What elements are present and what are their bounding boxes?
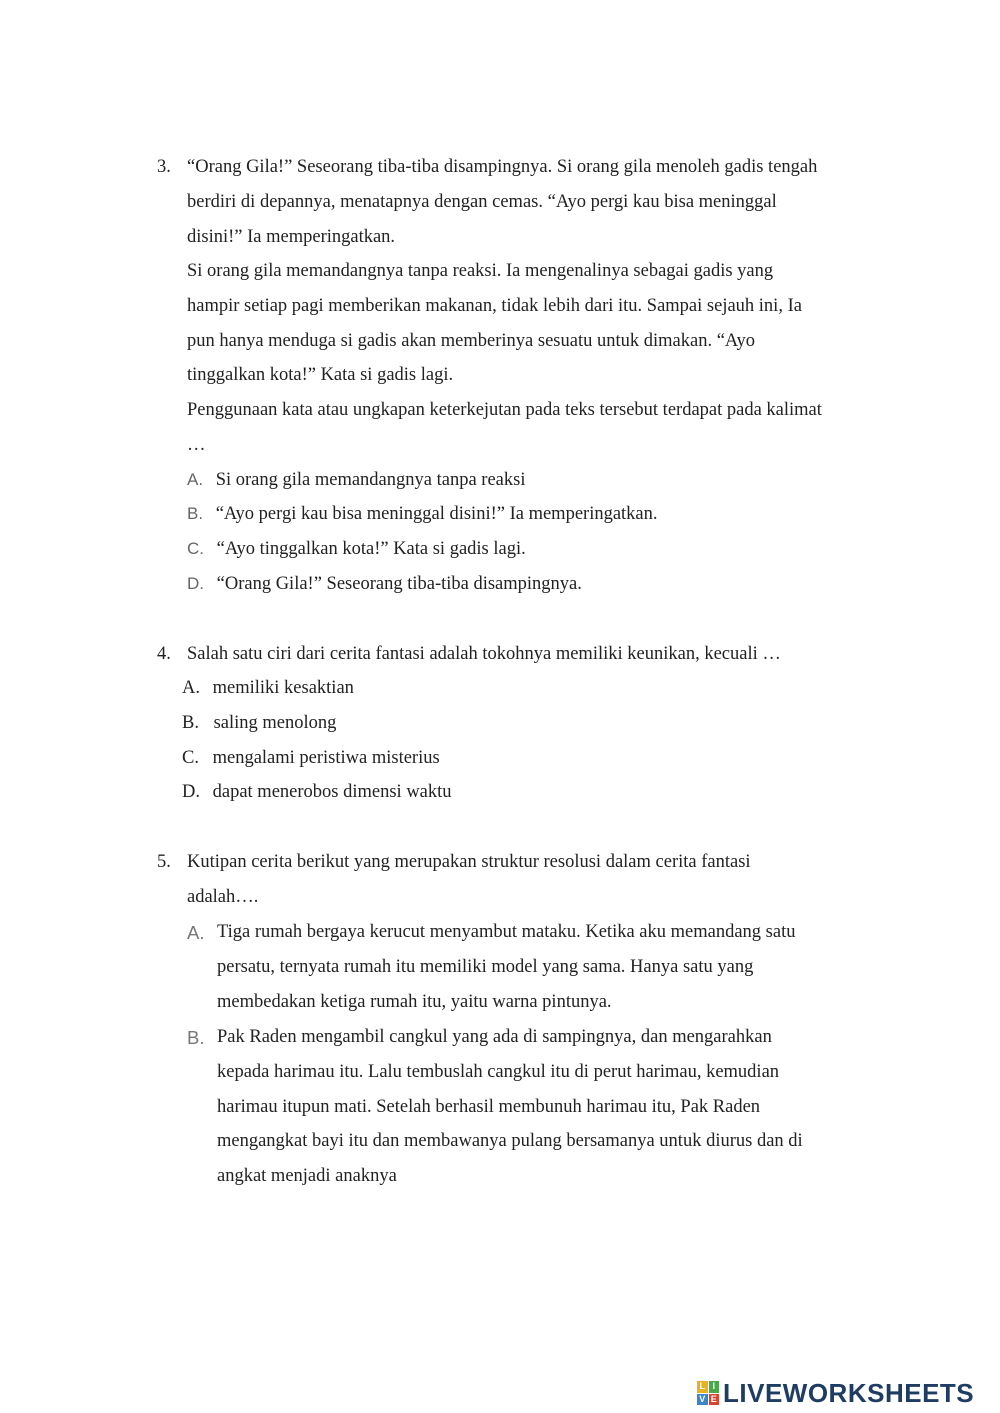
option-c[interactable] — [187, 532, 526, 567]
option-letter: C. — [182, 748, 199, 768]
option-text: Si orang gila memandangnya tanpa reaksi — [215, 470, 526, 490]
question-stem-line: hampir setiap pagi memberikan makanan, tidak lebih dari itu. Sampai sejauh ini, Ia — [187, 296, 802, 316]
question-stem-line: Penggunaan kata atau ungkapan keterkejutan pada teks tersebut terdapat pada kalimat — [187, 400, 822, 420]
option-text: memiliki kesaktian — [212, 678, 354, 698]
option-letter: A. — [187, 470, 204, 489]
question-stem-line: Si orang gila memandangnya tanpa reaksi. Ia mengenalinya sebagai gadis yang — [187, 261, 774, 281]
logo-mark-tile: V — [697, 1394, 708, 1406]
option-text-line: harimau itupun mati. Setelah berhasil membunuh harimau itu, Pak Raden — [217, 1097, 761, 1117]
question-stem-line: tinggalkan kota!” Kata si gadis lagi. — [187, 365, 454, 385]
question-stem-line: adalah…. — [187, 887, 259, 907]
liveworksheets-logo — [697, 1378, 974, 1408]
question-number: 5. — [157, 852, 171, 872]
option-text-line: persatu, ternyata rumah itu memiliki model yang sama. Hanya satu yang — [217, 957, 754, 977]
option-b[interactable] — [187, 497, 658, 532]
question-stem-line: disini!” Ia memperingatkan. — [187, 227, 396, 247]
question-stem-line: “Orang Gila!” Seseorang tiba-tiba disampingnya. Si orang gila menoleh gadis tengah — [187, 157, 818, 177]
option-text: mengalami peristiwa misterius — [212, 748, 440, 768]
option-d[interactable] — [182, 775, 452, 810]
option-text: saling menolong — [213, 713, 337, 733]
option-text-line: angkat menjadi anaknya — [217, 1166, 397, 1186]
option-letter: D. — [182, 782, 200, 802]
question-stem-line: Salah satu ciri dari cerita fantasi adalah tokohnya memiliki keunikan, kecuali … — [187, 644, 781, 664]
question-stem-line: pun hanya menduga si gadis akan memberinya sesuatu untuk dimakan. “Ayo — [187, 331, 756, 351]
option-letter: B. — [182, 713, 199, 733]
option-letter: B. — [187, 1027, 205, 1048]
option-text: “Orang Gila!” Seseorang tiba-tiba disampingnya. — [216, 574, 582, 594]
logo-mark-tile: E — [709, 1394, 720, 1406]
option-b[interactable] — [182, 706, 336, 741]
question-stem-line: Kutipan cerita berikut yang merupakan struktur resolusi dalam cerita fantasi — [187, 852, 751, 872]
option-letter: B. — [187, 504, 204, 523]
option-letter: C. — [187, 539, 204, 558]
option-text-line: kepada harimau itu. Lalu tembuslah cangkul itu di perut harimau, kemudian — [217, 1062, 780, 1082]
option-text-line: Pak Raden mengambil cangkul yang ada di sampingnya, dan mengarahkan — [217, 1027, 772, 1047]
option-text-line: membedakan ketiga rumah itu, yaitu warna pintunya. — [217, 992, 612, 1012]
logo-mark-tile: I — [709, 1381, 720, 1393]
question-stem-line: berdiri di depannya, menatapnya dengan cemas. “Ayo pergi kau bisa meninggal — [187, 192, 777, 212]
option-text-line: mengangkat bayi itu dan membawanya pulang bersamanya untuk diurus dan di — [217, 1131, 803, 1151]
logo-text: LIVEWORKSHEETS — [723, 1377, 975, 1408]
option-text-line: Tiga rumah bergaya kerucut menyambut mataku. Ketika aku memandang satu — [217, 922, 796, 942]
logo-mark-tile: L — [697, 1381, 708, 1393]
option-letter: A. — [187, 922, 205, 943]
option-a[interactable] — [182, 671, 354, 706]
option-text: “Ayo pergi kau bisa meninggal disini!” Ia memperingatkan. — [215, 504, 658, 524]
question-stem-line: … — [187, 435, 206, 455]
option-text: “Ayo tinggalkan kota!” Kata si gadis lagi. — [216, 539, 526, 559]
option-d[interactable] — [187, 567, 582, 602]
option-a[interactable] — [187, 463, 525, 498]
question-number: 3. — [157, 157, 171, 177]
question-number: 4. — [157, 644, 171, 664]
option-letter: D. — [187, 574, 204, 593]
logo-mark-icon — [697, 1381, 719, 1405]
option-c[interactable] — [182, 741, 440, 776]
option-letter: A. — [182, 678, 200, 698]
option-text: dapat menerobos dimensi waktu — [212, 782, 452, 802]
